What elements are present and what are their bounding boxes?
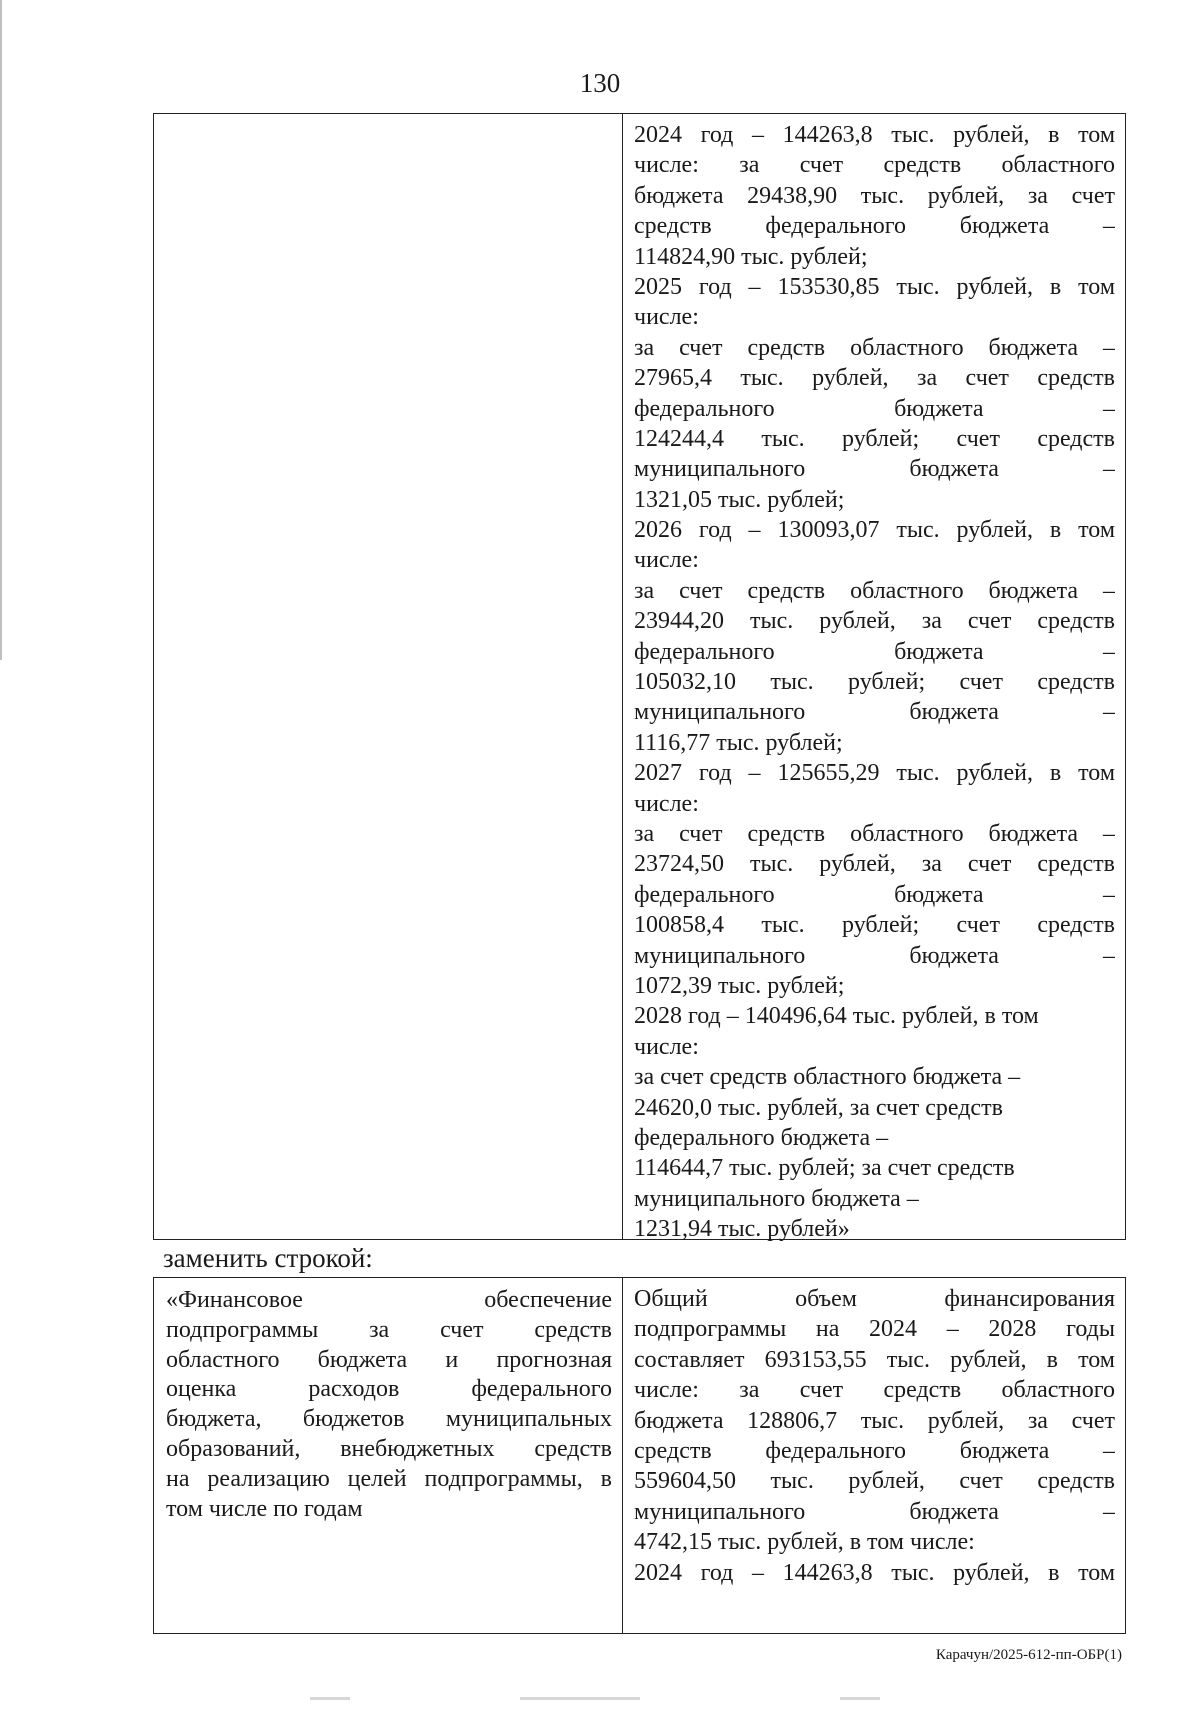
text-line: числе: [634,304,699,331]
text-line: за счет средств областного бюджета – [634,1064,1021,1091]
text-line: числе: за счет средств областного [634,1377,1115,1404]
text-line: за счет средств областного бюджета – [634,820,1115,847]
text-line: 2028 год – 140496,64 тыс. рублей, в том [634,1003,1039,1030]
text-line: средств федерального бюджета – [634,1437,1115,1464]
text-line: федерального бюджета – [634,881,1115,908]
text-line: за счет средств областного бюджета – [634,334,1115,361]
page-number: 130 [579,68,621,98]
text-line: федерального бюджета – [634,395,1115,422]
text-line: муниципального бюджета – [634,1498,1115,1525]
text-line: за счет средств областного бюджета – [634,577,1115,604]
text-line: числе: [634,547,699,574]
text-line: 4742,15 тыс. рублей, в том числе: [634,1529,975,1556]
text-line: бюджета, бюджетов муниципальных [166,1406,612,1433]
table-old-right-cell [623,114,1125,1243]
text-line: 100858,4 тыс. рублей; счет средств [634,912,1115,939]
text-line: 2025 год – 153530,85 тыс. рублей, в том [634,273,1115,300]
text-line: муниципального бюджета – [634,942,1115,969]
text-line: 1321,05 тыс. рублей; [634,486,845,513]
text-line: числе: [634,1033,699,1060]
text-line: оценка расходов федерального [166,1376,612,1403]
text-line: средств федерального бюджета – [634,213,1115,240]
text-line: федерального бюджета – [634,638,1115,665]
funding-table-old [153,113,1126,1243]
text-line: бюджета 128806,7 тыс. рублей, за счет [634,1407,1115,1434]
text-line: 2024 год – 144263,8 тыс. рублей, в том [634,1559,1115,1586]
scan-artifact [520,1697,640,1700]
text-line: 105032,10 тыс. рублей; счет средств [634,669,1115,696]
text-line: на реализацию целей подпрограммы, в [166,1465,612,1492]
table-new-left-cell [154,1278,623,1633]
text-line: 114644,7 тыс. рублей; за счет средств [634,1155,1015,1182]
text-line: 124244,4 тыс. рублей; счет средств [634,425,1115,452]
text-line: 1231,94 тыс. рублей» [634,1216,850,1243]
text-line: бюджета 29438,90 тыс. рублей, за счет [634,182,1115,209]
text-line: подпрограммы на 2024 – 2028 годы [634,1316,1115,1343]
replace-instruction: заменить строкой: [163,1243,373,1273]
text-line: муниципального бюджета – [634,456,1115,483]
document-code: Карачун/2025-612-пп-ОБР(1) [935,1647,1122,1663]
text-line: 2027 год – 125655,29 тыс. рублей, в том [634,760,1115,787]
text-line: подпрограммы за счет средств [166,1316,612,1343]
text-line: 24620,0 тыс. рублей, за счет средств [634,1094,1003,1121]
scan-artifact [840,1697,880,1700]
text-line: федерального бюджета – [634,1124,889,1151]
text-line: областного бюджета и прогнозная [166,1346,612,1373]
text-line: том числе по годам [166,1495,363,1522]
text-line: 1072,39 тыс. рублей; [634,972,845,999]
text-line: 23724,50 тыс. рублей, за счет средств [634,851,1115,878]
table-new-right-cell [623,1278,1125,1633]
text-line: образований, внебюджетных средств [166,1435,612,1462]
funding-table-new [153,1277,1126,1634]
text-line: Общий объем финансирования [634,1286,1115,1312]
scan-page-edge [0,0,2,660]
text-line: числе: [634,790,699,817]
text-line: 2024 год – 144263,8 тыс. рублей, в том [634,122,1115,148]
text-line: 1116,77 тыс. рублей; [634,729,843,756]
text-line: числе: за счет средств областного [634,152,1115,179]
text-line: 27965,4 тыс. рублей, за счет средств [634,365,1115,392]
text-line: составляет 693153,55 тыс. рублей, в том [634,1346,1115,1373]
text-line: 23944,20 тыс. рублей, за счет средств [634,608,1115,635]
text-line: муниципального бюджета – [634,699,1115,726]
text-line: 559604,50 тыс. рублей, счет средств [634,1468,1115,1495]
text-line: муниципального бюджета – [634,1185,919,1212]
scan-artifact [310,1697,350,1700]
table-old-left-cell [154,114,623,1239]
text-line: «Финансовое обеспечение [166,1287,612,1313]
text-line: 114824,90 тыс. рублей; [634,243,868,270]
text-line: 2026 год – 130093,07 тыс. рублей, в том [634,517,1115,544]
